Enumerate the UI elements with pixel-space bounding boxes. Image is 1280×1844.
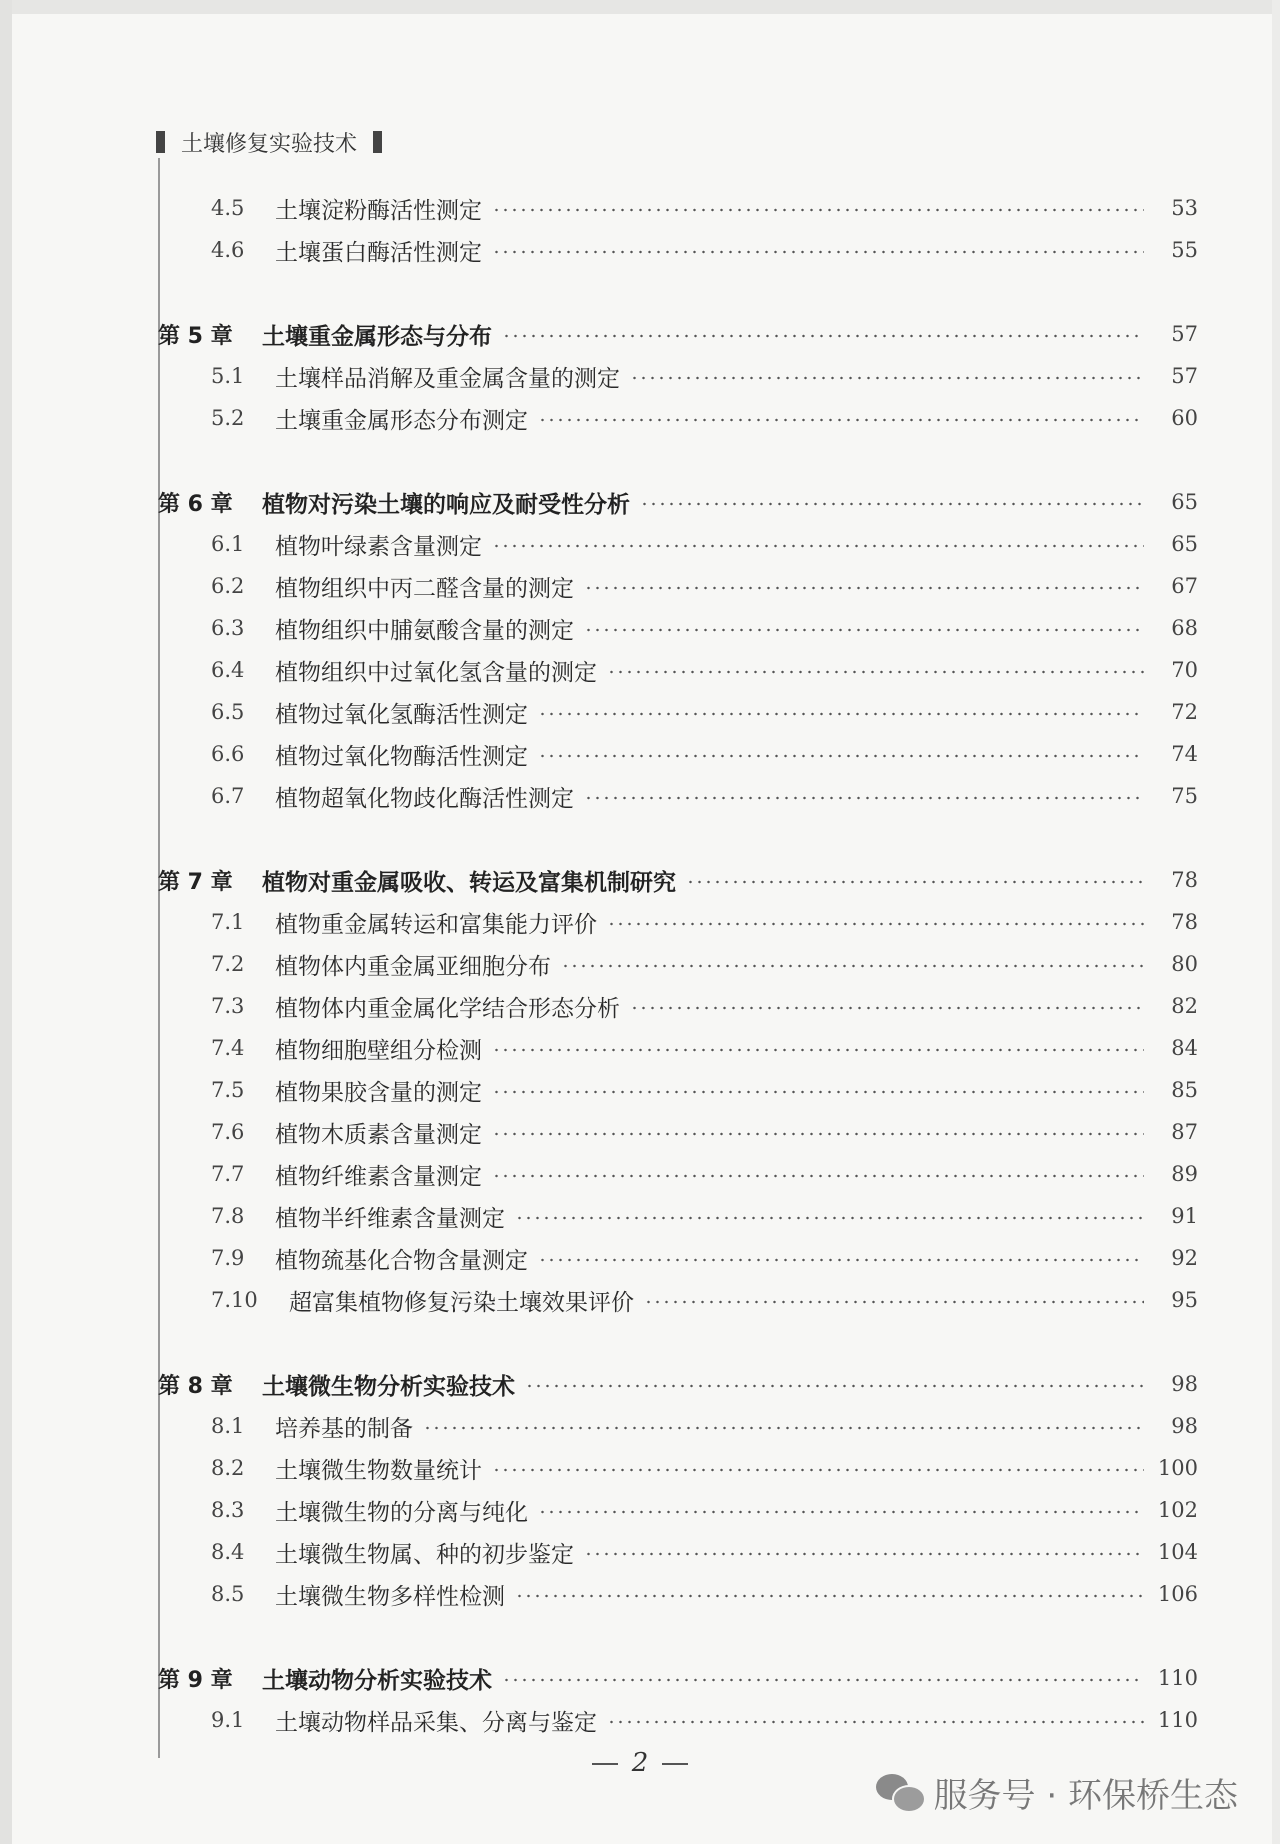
toc-section-row[interactable] <box>158 652 1198 688</box>
toc-section-row[interactable] <box>158 988 1198 1024</box>
running-head-title: 土壤修复实验技术 <box>181 131 358 157</box>
toc-entry-page: 70 <box>1171 658 1198 682</box>
toc-leader-dots <box>644 1300 1144 1304</box>
toc-section-row[interactable] <box>158 190 1198 226</box>
toc-leader-dots <box>538 1510 1144 1514</box>
toc-leader-dots <box>607 922 1144 926</box>
toc-entry-number: 6.5 <box>211 700 245 724</box>
toc-section-row[interactable] <box>158 1282 1198 1318</box>
toc-entry-title: 植物木质素含量测定 <box>275 1121 482 1148</box>
toc-leader-dots <box>515 1216 1144 1220</box>
toc-leader-dots <box>538 712 1144 716</box>
toc-entry-title: 植物细胞壁组分检测 <box>275 1037 482 1064</box>
toc-entry-title: 植物组织中脯氨酸含量的测定 <box>275 617 574 644</box>
toc-section-row[interactable] <box>158 1576 1198 1612</box>
toc-entry-page: 87 <box>1171 1120 1198 1144</box>
toc-entry-number: 4.6 <box>211 238 245 262</box>
folio-dash-left <box>592 1763 618 1765</box>
toc-chapter-row[interactable] <box>158 1660 1198 1696</box>
toc-entry-number: 8.1 <box>211 1414 245 1438</box>
toc-section-row[interactable] <box>158 232 1198 268</box>
toc-entry-title: 植物体内重金属化学结合形态分析 <box>275 995 620 1022</box>
toc-leader-dots <box>607 1720 1144 1724</box>
toc-leader-dots <box>538 418 1144 422</box>
toc-entry-title: 土壤重金属形态与分布 <box>262 323 492 350</box>
toc-entry-number: 8.3 <box>211 1498 245 1522</box>
toc-entry-page: 65 <box>1171 490 1198 514</box>
toc-section-row[interactable] <box>158 1198 1198 1234</box>
toc-chapter-row[interactable] <box>158 484 1198 520</box>
toc-leader-dots <box>584 628 1144 632</box>
toc-entry-title: 植物组织中过氧化氢含量的测定 <box>275 659 597 686</box>
toc-entry-number: 7.8 <box>211 1204 245 1228</box>
toc-entry-title: 植物对污染土壤的响应及耐受性分析 <box>262 491 630 518</box>
toc-leader-dots <box>630 376 1144 380</box>
toc-leader-dots <box>686 880 1144 884</box>
toc-entry-title: 植物纤维素含量测定 <box>275 1163 482 1190</box>
toc-leader-dots <box>492 250 1144 254</box>
toc-leader-dots <box>538 1258 1144 1262</box>
toc-leader-dots <box>607 670 1144 674</box>
folio-dash-right <box>662 1763 688 1765</box>
toc-entry-number: 7.6 <box>211 1120 245 1144</box>
toc-entry-number: 9.1 <box>211 1708 245 1732</box>
toc-entry-page: 82 <box>1171 994 1198 1018</box>
toc-entry-number: 6.2 <box>211 574 245 598</box>
toc-entry-number: 7.5 <box>211 1078 245 1102</box>
toc-entry-number: 6.3 <box>211 616 245 640</box>
toc-entry-title: 培养基的制备 <box>275 1415 413 1442</box>
toc-section-row[interactable] <box>158 736 1198 772</box>
toc-entry-title: 土壤微生物属、种的初步鉴定 <box>275 1541 574 1568</box>
toc-leader-dots <box>515 1594 1144 1598</box>
toc-entry-title: 土壤淀粉酶活性测定 <box>275 197 482 224</box>
toc-entry-page: 110 <box>1157 1666 1198 1690</box>
toc-entry-title: 植物重金属转运和富集能力评价 <box>275 911 597 938</box>
toc-entry-title: 土壤蛋白酶活性测定 <box>275 239 482 266</box>
toc-leader-dots <box>492 1090 1144 1094</box>
scan-edge-top <box>0 0 1280 14</box>
toc-entry-page: 98 <box>1171 1372 1198 1396</box>
toc-entry-number: 7.2 <box>211 952 245 976</box>
toc-section-row[interactable] <box>158 400 1198 436</box>
toc-entry-title: 土壤重金属形态分布测定 <box>275 407 528 434</box>
toc-leader-dots <box>538 754 1144 758</box>
toc-section-row[interactable] <box>158 358 1198 394</box>
toc-entry-number: 8.2 <box>211 1456 245 1480</box>
toc-section-row[interactable] <box>158 904 1198 940</box>
toc-leader-dots <box>584 796 1144 800</box>
toc-entry-number: 7.3 <box>211 994 245 1018</box>
toc-entry-title: 植物过氧化物酶活性测定 <box>275 743 528 770</box>
toc-entry-page: 106 <box>1157 1582 1198 1606</box>
toc-section-row[interactable] <box>158 1450 1198 1486</box>
toc-entry-page: 60 <box>1171 406 1198 430</box>
toc-entry-title: 土壤动物样品采集、分离与鉴定 <box>275 1709 597 1736</box>
toc-leader-dots <box>492 208 1144 212</box>
toc-leader-dots <box>502 1678 1144 1682</box>
toc-leader-dots <box>502 334 1144 338</box>
watermark <box>876 1768 1238 1817</box>
toc-entry-page: 55 <box>1171 238 1198 262</box>
toc-section-row[interactable] <box>158 1114 1198 1150</box>
running-head-bar-right <box>373 131 382 153</box>
toc-entry-number: 7.10 <box>211 1288 258 1312</box>
toc-section-row[interactable] <box>158 946 1198 982</box>
toc-entry-page: 91 <box>1171 1204 1198 1228</box>
toc-entry-number: 6.4 <box>211 658 245 682</box>
toc-entry-number: 7.9 <box>211 1246 245 1270</box>
toc-section-row[interactable] <box>158 568 1198 604</box>
toc-entry-page: 98 <box>1171 1414 1198 1438</box>
toc-entry-number: 5.1 <box>211 364 245 388</box>
toc-entry-page: 75 <box>1171 784 1198 808</box>
toc-leader-dots <box>525 1384 1144 1388</box>
toc-entry-page: 84 <box>1171 1036 1198 1060</box>
running-head <box>156 126 382 158</box>
toc-entry-page: 72 <box>1171 700 1198 724</box>
toc-entry-number: 6.7 <box>211 784 245 808</box>
toc-entry-page: 57 <box>1171 364 1198 388</box>
watermark-text: 服务号 · 环保桥生态 <box>933 1776 1238 1816</box>
toc-entry-page: 95 <box>1171 1288 1198 1312</box>
toc-entry-number: 6.1 <box>211 532 245 556</box>
toc-section-row[interactable] <box>158 526 1198 562</box>
toc-leader-dots <box>423 1426 1144 1430</box>
toc-entry-page: 67 <box>1171 574 1198 598</box>
toc-entry-number: 7.4 <box>211 1036 245 1060</box>
toc-leader-dots <box>584 586 1144 590</box>
chat-bubble-icon <box>876 1774 922 1812</box>
scan-edge-left <box>0 0 12 1844</box>
toc-entry-title: 植物超氧化物歧化酶活性测定 <box>275 785 574 812</box>
toc-leader-dots <box>492 1468 1144 1472</box>
toc-entry-title: 植物体内重金属亚细胞分布 <box>275 953 551 980</box>
toc-entry-number: 4.5 <box>211 196 245 220</box>
toc-entry-page: 89 <box>1171 1162 1198 1186</box>
toc-section-row[interactable] <box>158 1240 1198 1276</box>
toc-entry-page: 92 <box>1171 1246 1198 1270</box>
toc-entry-title: 植物巯基化合物含量测定 <box>275 1247 528 1274</box>
toc-entry-page: 102 <box>1157 1498 1198 1522</box>
toc-entry-page: 85 <box>1171 1078 1198 1102</box>
toc-entry-page: 78 <box>1171 910 1198 934</box>
toc-entry-page: 100 <box>1157 1456 1198 1480</box>
page-number: 2 <box>631 1748 649 1778</box>
toc-section-row[interactable] <box>158 1072 1198 1108</box>
toc-chapter-row[interactable] <box>158 316 1198 352</box>
toc-entry-number: 5.2 <box>211 406 245 430</box>
toc-leader-dots <box>561 964 1144 968</box>
toc-entry-number: 8.5 <box>211 1582 245 1606</box>
toc-section-row[interactable] <box>158 1534 1198 1570</box>
toc-leader-dots <box>492 1132 1144 1136</box>
toc-entry-page: 57 <box>1171 322 1198 346</box>
toc-section-row[interactable] <box>158 1702 1198 1738</box>
toc-section-row[interactable] <box>158 1492 1198 1528</box>
toc-entry-title: 土壤微生物分析实验技术 <box>262 1373 515 1400</box>
toc-leader-dots <box>584 1552 1144 1556</box>
toc-section-row[interactable] <box>158 1030 1198 1066</box>
toc-leader-dots <box>492 544 1144 548</box>
toc-entry-number: 第 9 章 <box>158 1667 233 1693</box>
toc-entry-number: 第 8 章 <box>158 1373 233 1399</box>
toc-entry-title: 植物半纤维素含量测定 <box>275 1205 505 1232</box>
toc-section-row[interactable] <box>158 694 1198 730</box>
toc-entry-title: 土壤样品消解及重金属含量的测定 <box>275 365 620 392</box>
toc-leader-dots <box>492 1048 1144 1052</box>
toc-leader-dots <box>492 1174 1144 1178</box>
toc-entry-number: 第 6 章 <box>158 491 233 517</box>
toc-section-row[interactable] <box>158 778 1198 814</box>
toc-section-row[interactable] <box>158 1156 1198 1192</box>
running-head-bar-left <box>156 131 165 153</box>
toc-entry-number: 8.4 <box>211 1540 245 1564</box>
toc-entry-title: 植物叶绿素含量测定 <box>275 533 482 560</box>
toc-entry-page: 65 <box>1171 532 1198 556</box>
toc-section-row[interactable] <box>158 610 1198 646</box>
toc-entry-number: 7.1 <box>211 910 245 934</box>
scan-edge-right <box>1272 0 1280 1844</box>
toc-chapter-row[interactable] <box>158 1366 1198 1402</box>
toc-entry-title: 土壤动物分析实验技术 <box>262 1667 492 1694</box>
toc-section-row[interactable] <box>158 1408 1198 1444</box>
toc-entry-title: 土壤微生物的分离与纯化 <box>275 1499 528 1526</box>
toc-chapter-row[interactable] <box>158 862 1198 898</box>
toc-entry-page: 104 <box>1157 1540 1198 1564</box>
toc-entry-title: 土壤微生物数量统计 <box>275 1457 482 1484</box>
toc-entry-title: 植物果胶含量的测定 <box>275 1079 482 1106</box>
toc-entry-page: 68 <box>1171 616 1198 640</box>
toc-entry-title: 植物过氧化氢酶活性测定 <box>275 701 528 728</box>
toc-entry-page: 78 <box>1171 868 1198 892</box>
toc-entry-title: 植物对重金属吸收、转运及富集机制研究 <box>262 869 676 896</box>
toc-leader-dots <box>640 502 1144 506</box>
toc-entry-title: 超富集植物修复污染土壤效果评价 <box>289 1289 634 1316</box>
toc-entry-number: 6.6 <box>211 742 245 766</box>
toc-entry-title: 土壤微生物多样性检测 <box>275 1583 505 1610</box>
toc-entry-number: 第 7 章 <box>158 869 233 895</box>
toc-entry-page: 110 <box>1157 1708 1198 1732</box>
toc-entry-page: 80 <box>1171 952 1198 976</box>
toc-entry-number: 7.7 <box>211 1162 245 1186</box>
toc-entry-title: 植物组织中丙二醛含量的测定 <box>275 575 574 602</box>
toc-entry-page: 53 <box>1171 196 1198 220</box>
toc-leader-dots <box>630 1006 1144 1010</box>
toc-entry-number: 第 5 章 <box>158 323 233 349</box>
toc-entry-page: 74 <box>1171 742 1198 766</box>
